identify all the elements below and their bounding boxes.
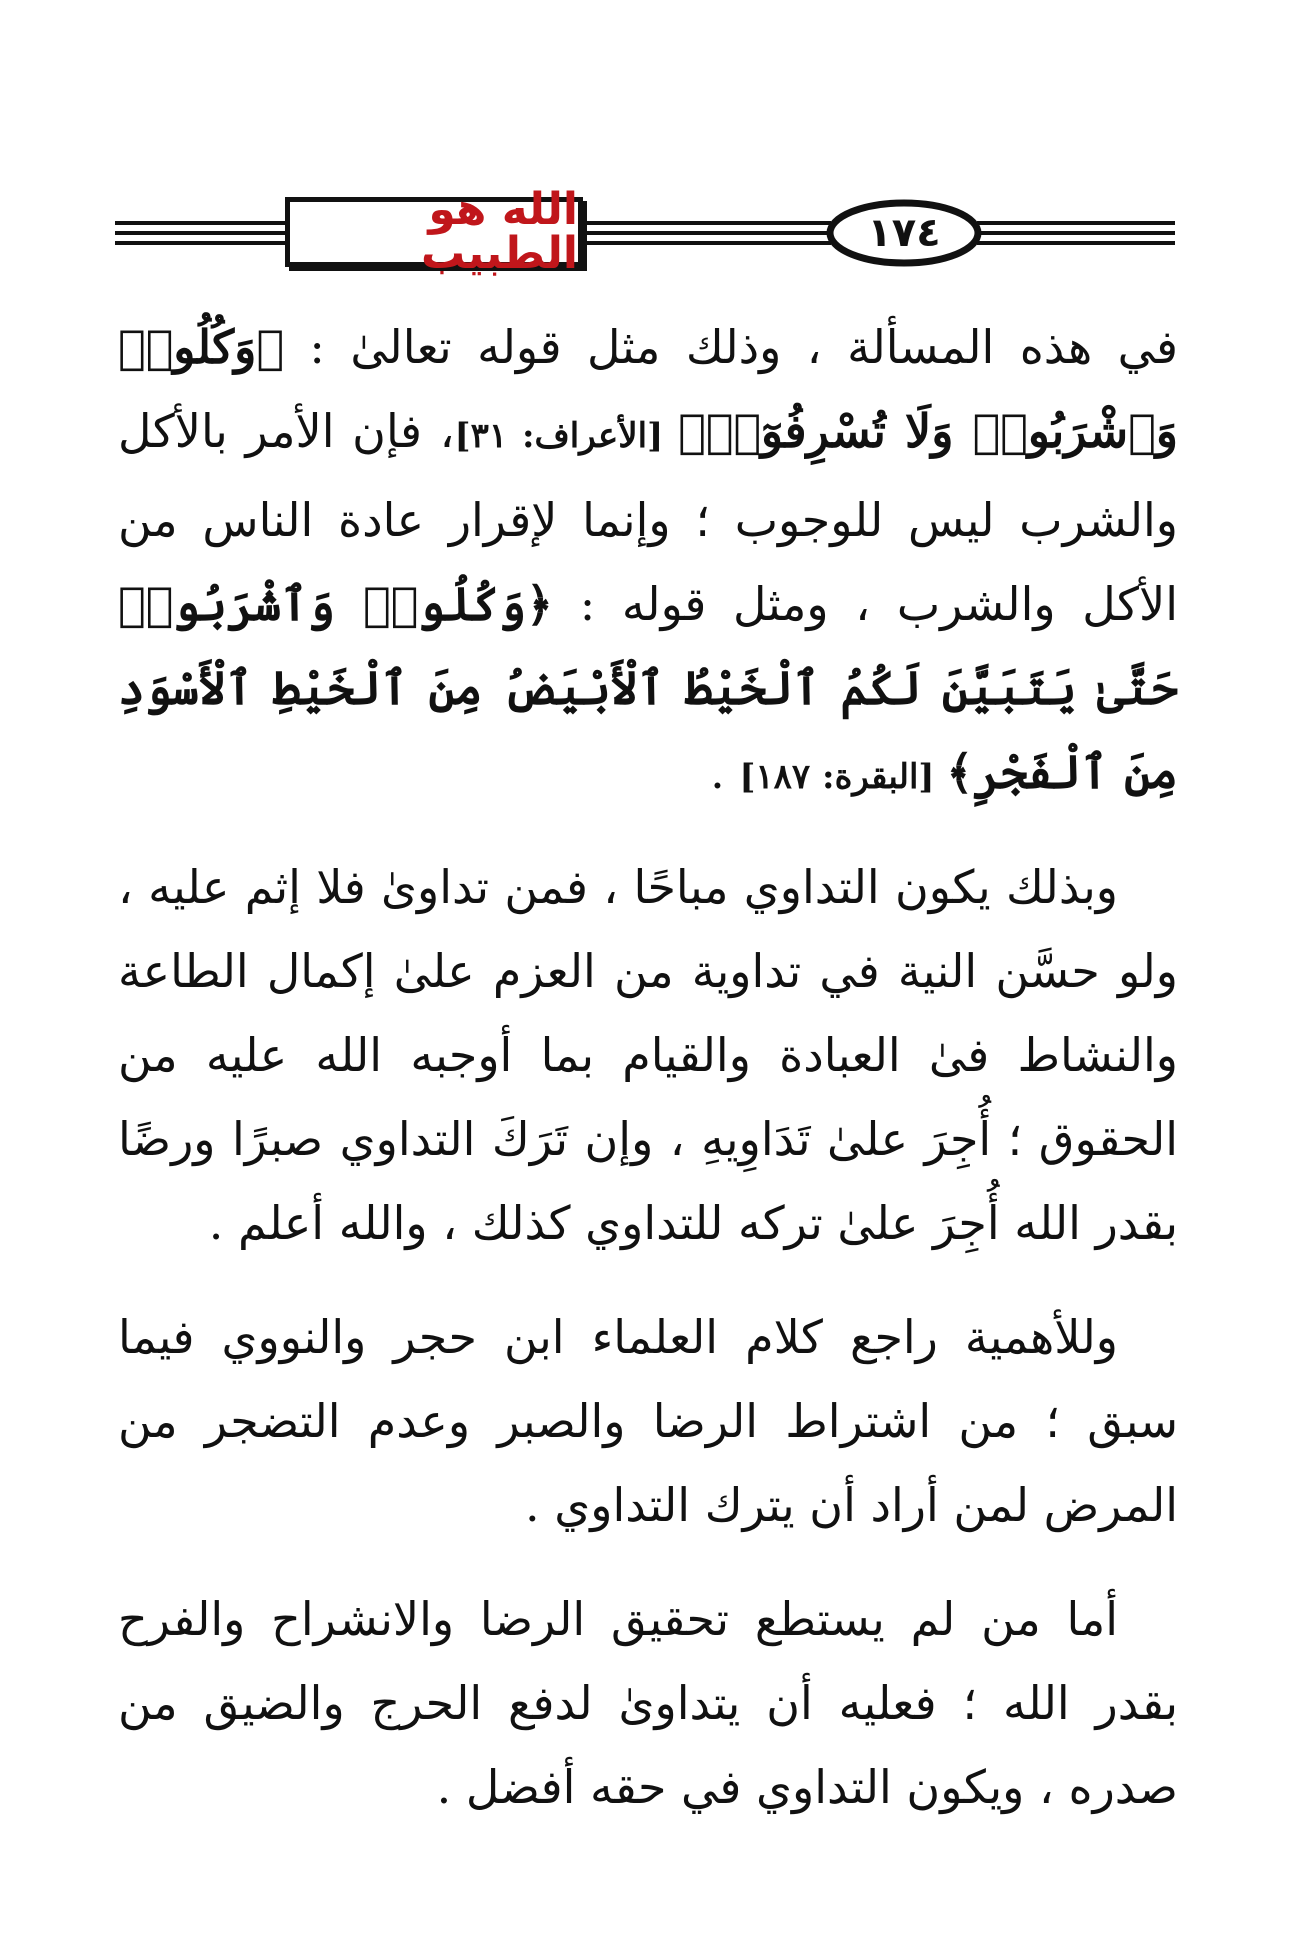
- paragraph-3: [118, 1295, 1178, 1547]
- verse-reference-2: [البقرة: ١٨٧]: [739, 757, 947, 797]
- paragraph-3-text: وللأهمية راجع كلام العلماء ابن حجر والنووي فيما سبق ؛ من اشتراط الرضا والصبر وعدم التضجر من المرض لمن أراد أن يترك التداوي .: [118, 1310, 1178, 1532]
- header-rule: [115, 195, 1175, 275]
- page-body: [118, 305, 1178, 1859]
- page-header: [115, 184, 1175, 279]
- header-title: الله هو الطبيب: [421, 184, 578, 279]
- page-number: ١٧٤: [867, 210, 941, 256]
- paragraph-2-text: وبذلك يكون التداوي مباحًا ، فمن تداوىٰ فلا إثم عليه ، ولو حسَّن النية في تداوية من العزم علىٰ إكمال الطاعة والنشاط فىٰ العبادة والقيام بما أوجبه الله عليه من الحقوق ؛ أُجِرَ علىٰ تَدَاوِيهِ ، وإن تَرَكَ التداوي صبرًا ورضًا بقدر الله أُجِرَ علىٰ تركه للتداوي كذلك ، والله أعلم .: [118, 860, 1178, 1250]
- quran-verse-1: ﴿وَكُلُوا۟ وَٱشْرَبُوا۟ وَلَا تُسْرِفُوٓا۟﴾: [118, 320, 1178, 458]
- paragraph-2: [118, 845, 1178, 1265]
- paragraph-4: [118, 1577, 1178, 1829]
- paragraph-1-text-b: ، فإن الأمر بالأكل والشرب ليس للوجوب ؛ وإنما لإقرار عادة الناس من الأكل والشرب ، ومثل قوله :: [118, 404, 1179, 631]
- verse-reference-1: [الأعراف: ٣١]: [454, 416, 679, 456]
- paragraph-1-text-a: في هذه المسألة ، وذلك مثل قوله تعالىٰ :: [283, 320, 1178, 374]
- paragraph-1-text-c: .: [710, 745, 740, 799]
- quran-verse-2: ﴿وَكُلُوا۟ وَٱشْرَبُوا۟ حَتَّىٰ يَتَبَيَّنَ لَكُمُ ٱلْخَيْطُ ٱلْأَبْيَضُ مِنَ ٱلْخَيْطِ ٱلْأَسْوَدِ مِنَ ٱلْفَجْرِ﴾: [118, 577, 1178, 799]
- paragraph-4-text: أما من لم يستطع تحقيق الرضا والانشراح والفرح بقدر الله ؛ فعليه أن يتداوىٰ لدفع الحرج والضيق من صدره ، ويكون التداوي في حقه أفضل .: [118, 1592, 1178, 1814]
- header-title-box: [285, 184, 583, 279]
- paragraph-1: [118, 305, 1178, 819]
